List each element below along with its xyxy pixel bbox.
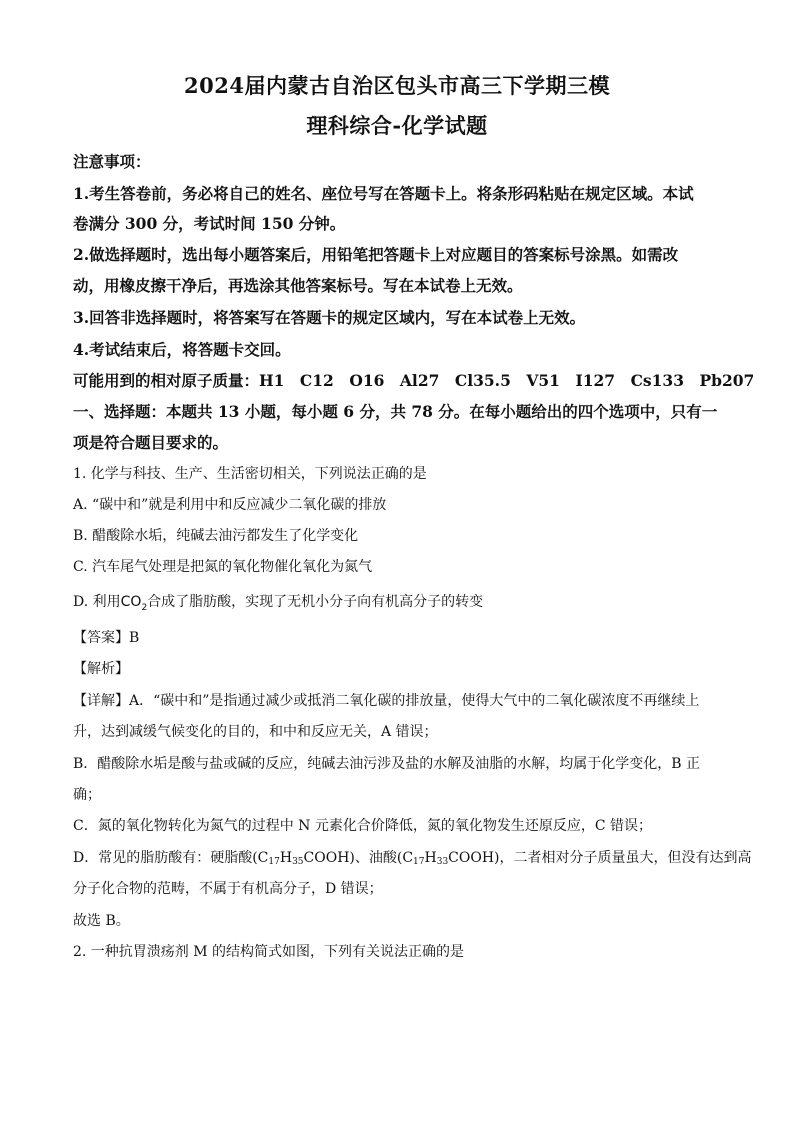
detail-d-line-1 (73, 847, 752, 867)
subscript: 17 (413, 857, 425, 867)
page-subtitle: 理科综合-化学试题 (306, 113, 488, 138)
detail-a-line-1: 【详解】A．“碳中和”是指通过减少或抵消二氧化碳的排放量，使得大气中的二氧化碳浓度不再继续上 (73, 693, 700, 709)
answer-label: 【答案】B (73, 630, 140, 646)
notice-item-2: 2.做选择题时，选出每小题答案后，用铅笔把答题卡上对应题目的答案标号涂黑。如需改 (73, 245, 679, 264)
detail-c: C．氮的氧化物转化为氮气的过程中 N 元素化合价降低，氮的氧化物发生还原反应，C 错误； (73, 818, 653, 834)
question-2-stem: 2. 一种抗胃溃疡剂 M 的结构简式如图，下列有关说法正确的是 (73, 944, 465, 960)
detail-d-text-1: D．常见的脂肪酸有：硬脂酸(C (73, 850, 269, 866)
notice-item-2-cont: 动，用橡皮擦干净后，再选涂其他答案标号。写在本试卷上无效。 (73, 276, 523, 295)
detail-a-line-2: 升，达到减缓气候变化的目的，和中和反应无关，A 错误； (73, 724, 438, 740)
question-1-stem: 1. 化学与科技、生产、生活密切相关，下列说法正确的是 (73, 466, 427, 482)
option-d-prefix: D. 利用 (73, 594, 121, 610)
notice-item-4: 4.考试结束后，将答题卡交回。 (73, 340, 291, 359)
section-heading: 一、选择题：本题共 13 小题，每小题 6 分，共 78 分。在每小题给出的四个选项中，只有一 (73, 402, 718, 421)
detail-b-line-2: 确； (73, 787, 101, 803)
notice-heading: 注意事项： (73, 152, 151, 171)
question-1-option-b: B. 醋酸除水垢，纯碱去油污都发生了化学变化 (73, 528, 359, 544)
detail-d-text-4: H (424, 850, 437, 866)
detail-d-text-3: COOH)、油酸(C (303, 850, 414, 866)
question-1-option-a: A. “碳中和”就是利用中和反应减少二氧化碳的排放 (73, 497, 387, 513)
detail-b-line-1: B．醋酸除水垢是酸与盐或碱的反应，纯碱去油污涉及盐的水解及油脂的水解，均属于化学变化，B 正 (73, 756, 701, 772)
detail-d-text-2: H (279, 850, 293, 866)
question-1-option-d (73, 591, 733, 613)
co2-formula-subscript: 2 (141, 602, 148, 613)
analysis-label: 【解析】 (73, 661, 129, 677)
subscript: 17 (268, 857, 280, 867)
detail-d-text-5: COOH)，二者相对分子质量虽大，但没有达到高 (448, 850, 752, 866)
notice-item-1: 1.考生答卷前，务必将自己的姓名、座位号写在答题卡上。将条形码粘贴在规定区域。本试 (73, 184, 694, 203)
co2-formula-text: CO (120, 594, 142, 610)
option-d-text: 合成了脂肪酸，实现了无机小分子向有机高分子的转变 (147, 594, 484, 610)
co2-formula (120, 594, 148, 613)
page-title: 2024届内蒙古自治区包头市高三下学期三模 (184, 73, 610, 98)
question-1-option-c: C. 汽车尾气处理是把氮的氧化物催化氧化为氮气 (73, 559, 373, 575)
detail-d-line-2: 分子化合物的范畴，不属于有机高分子，D 错误； (73, 881, 383, 897)
section-heading-cont: 项是符合题目要求的。 (73, 433, 229, 452)
notice-item-3: 3.回答非选择题时，将答案写在答题卡的规定区域内，写在本试卷上无效。 (73, 308, 586, 327)
atomic-masses: 可能用到的相对原子质量：H1 C12 O16 Al27 Cl35.5 V51 I127 Cs133 Pb207 (73, 371, 755, 390)
subscript: 33 (436, 857, 449, 867)
subscript: 35 (292, 857, 304, 867)
notice-item-1-cont: 卷满分 300 分，考试时间 150 分钟。 (73, 214, 346, 233)
conclusion: 故选 B。 (73, 913, 130, 929)
